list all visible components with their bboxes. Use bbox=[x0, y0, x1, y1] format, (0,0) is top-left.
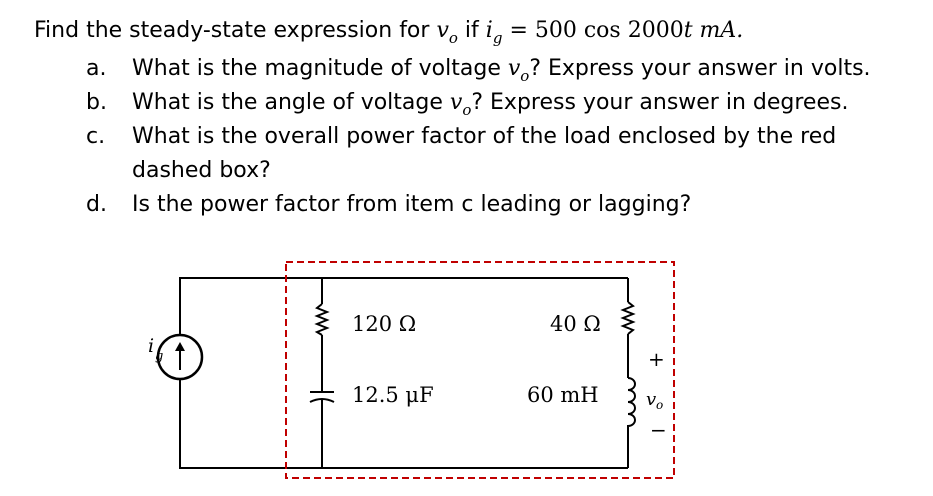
item-text-line2: dashed box? bbox=[132, 158, 271, 183]
vo-plus-sign: + bbox=[648, 347, 665, 371]
if-text: if bbox=[464, 18, 479, 43]
resistor-40-icon bbox=[623, 302, 633, 334]
item-text-line1: What is the overall power factor of the load enclosed by the red bbox=[132, 124, 837, 149]
item-text: What is the angle of voltage $v_o$? Express your answer in degrees. bbox=[132, 90, 849, 119]
source-label-sub: g bbox=[155, 349, 164, 364]
resistor-120-icon bbox=[317, 304, 327, 335]
vo-symbol: $v_o$ bbox=[436, 18, 458, 47]
circuit-wires bbox=[180, 278, 628, 468]
item-text: Is the power factor from item c leading or lagging? bbox=[132, 192, 692, 217]
item-letter: b. bbox=[86, 90, 107, 115]
equation-text: = 500 cos 2000t bbox=[509, 18, 693, 43]
resistor-40-label: 40 Ω bbox=[550, 312, 601, 336]
source-label-i: i bbox=[148, 335, 155, 357]
vo-label-sub: o bbox=[656, 398, 664, 412]
vo-minus-sign: − bbox=[650, 418, 667, 442]
item-letter: a. bbox=[86, 56, 107, 81]
vo-label-v: v bbox=[646, 389, 657, 410]
inductor-label: 60 mH bbox=[527, 383, 599, 407]
item-letter: d. bbox=[86, 192, 107, 217]
inductor-icon bbox=[628, 378, 635, 432]
item-text: What is the magnitude of voltage $v_o$? Express your answer in volts. bbox=[132, 56, 871, 85]
item-letter: c. bbox=[86, 124, 106, 149]
current-source-icon bbox=[158, 335, 202, 379]
resistor-120-label: 120 Ω bbox=[352, 312, 417, 336]
intro-text: Find the steady-state expression for bbox=[34, 18, 430, 43]
capacitor-label: 12.5 μF bbox=[352, 383, 434, 407]
load-dashed-box bbox=[286, 262, 674, 478]
ig-symbol: $i_g$ bbox=[485, 18, 503, 47]
unit-text: mA. bbox=[699, 18, 744, 43]
